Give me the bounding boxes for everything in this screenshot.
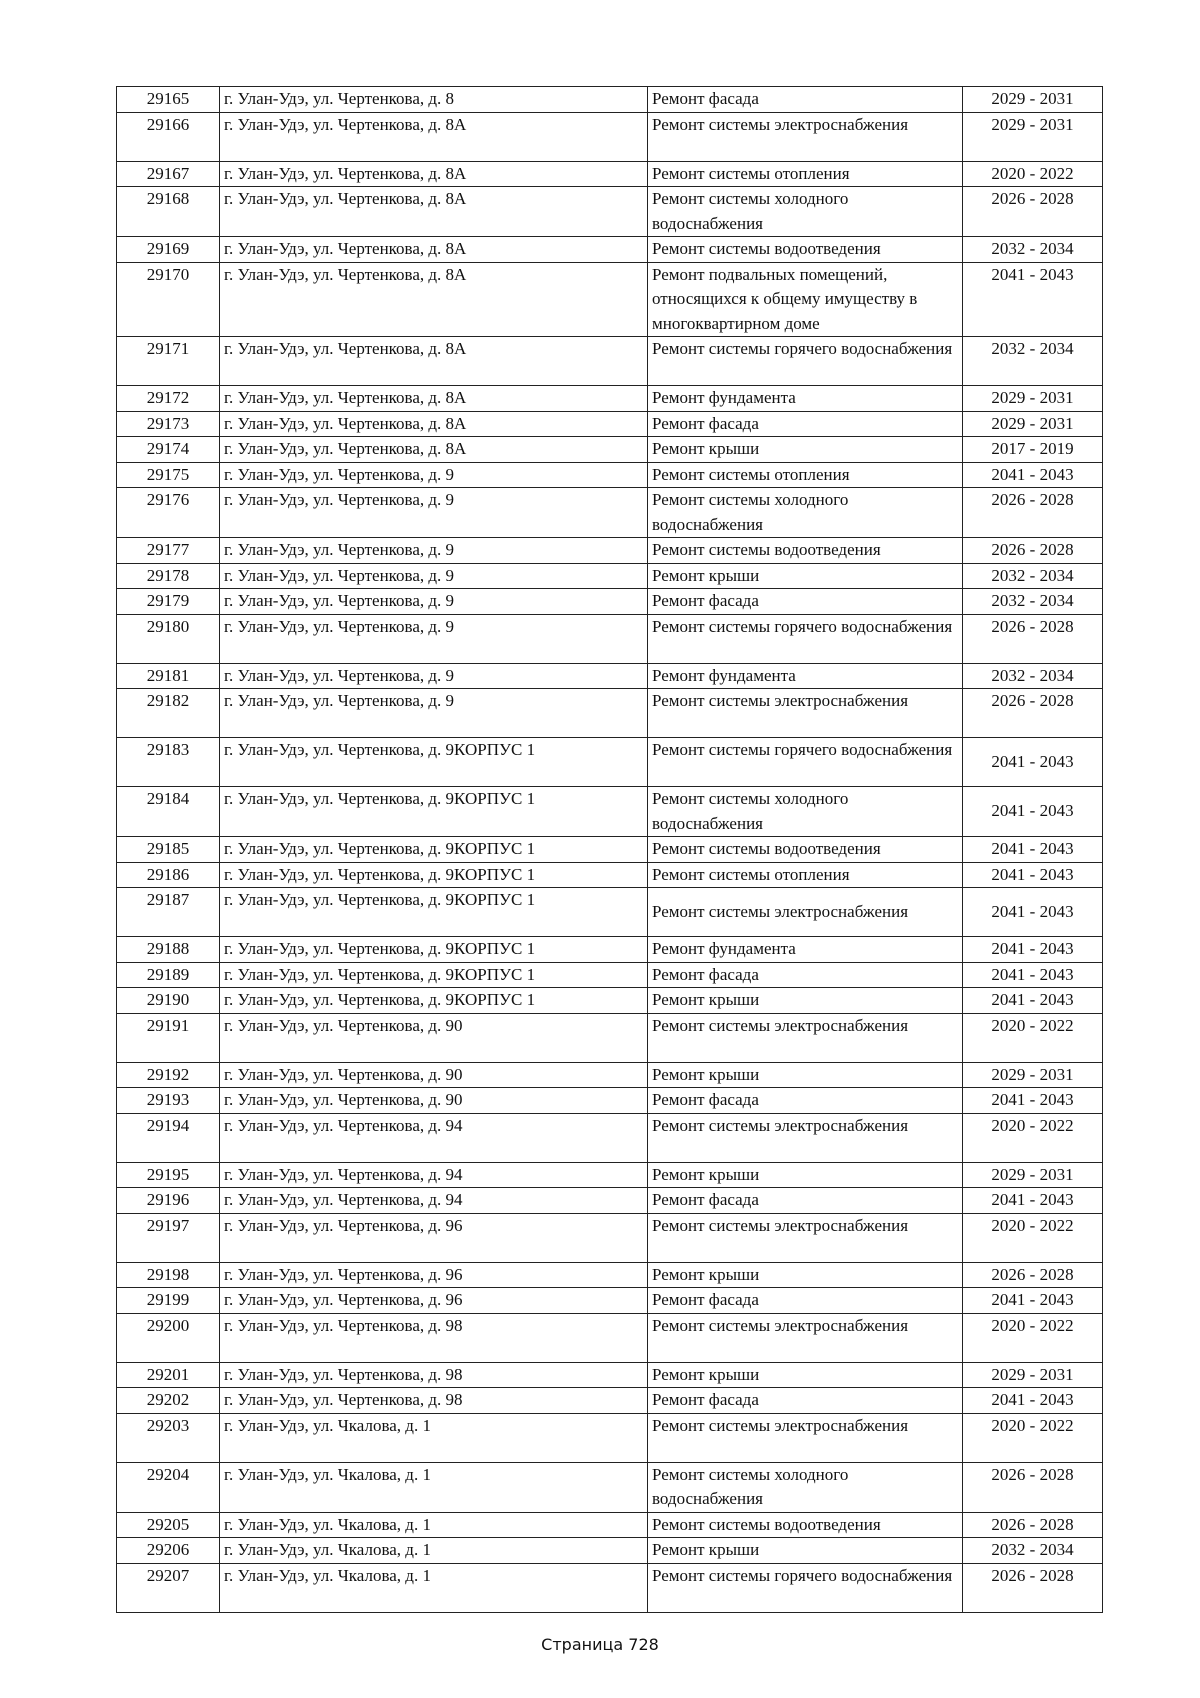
period-cell: 2029 - 2031 [963, 386, 1103, 412]
period-cell: 2026 - 2028 [963, 538, 1103, 564]
address-cell: г. Улан-Удэ, ул. Чертенкова, д. 94 [220, 1113, 648, 1162]
address-cell: г. Улан-Удэ, ул. Чертенкова, д. 9 [220, 663, 648, 689]
work-type-cell: Ремонт фасада [648, 962, 963, 988]
table-row [117, 1313, 1103, 1362]
record-id-cell: 29165 [117, 87, 220, 113]
period-cell: 2026 - 2028 [963, 614, 1103, 663]
address-cell: г. Улан-Удэ, ул. Чертенкова, д. 8А [220, 337, 648, 386]
work-type-cell: Ремонт фасада [648, 411, 963, 437]
record-id-cell: 29189 [117, 962, 220, 988]
table-row [117, 689, 1103, 738]
period-cell: 2041 - 2043 [963, 1188, 1103, 1214]
record-id-cell: 29194 [117, 1113, 220, 1162]
work-type-cell: Ремонт фундамента [648, 386, 963, 412]
record-id-cell: 29184 [117, 787, 220, 837]
table-row [117, 437, 1103, 463]
table-row [117, 1113, 1103, 1162]
record-id-cell: 29180 [117, 614, 220, 663]
period-cell: 2017 - 2019 [963, 437, 1103, 463]
table-row [117, 1262, 1103, 1288]
work-type-cell: Ремонт системы электроснабжения [648, 1213, 963, 1262]
record-id-cell: 29190 [117, 988, 220, 1014]
record-id-cell: 29195 [117, 1162, 220, 1188]
record-id-cell: 29185 [117, 837, 220, 863]
record-id-cell: 29202 [117, 1388, 220, 1414]
work-type-cell: Ремонт системы горячего водоснабжения [648, 738, 963, 787]
work-type-cell: Ремонт системы горячего водоснабжения [648, 614, 963, 663]
address-cell: г. Улан-Удэ, ул. Чертенкова, д. 8А [220, 262, 648, 337]
record-id-cell: 29201 [117, 1362, 220, 1388]
work-type-cell: Ремонт системы водоотведения [648, 237, 963, 263]
table-row [117, 988, 1103, 1014]
page-number: Страница 728 [541, 1635, 659, 1654]
address-cell: г. Улан-Удэ, ул. Чертенкова, д. 9КОРПУС 1 [220, 738, 648, 787]
record-id-cell: 29169 [117, 237, 220, 263]
table-row [117, 862, 1103, 888]
table-row [117, 187, 1103, 237]
table-body [117, 87, 1103, 1613]
work-type-cell: Ремонт крыши [648, 1162, 963, 1188]
address-cell: г. Улан-Удэ, ул. Чертенкова, д. 90 [220, 1013, 648, 1062]
table-row [117, 1512, 1103, 1538]
period-cell: 2041 - 2043 [963, 1288, 1103, 1314]
work-type-cell: Ремонт системы холодного водоснабжения [648, 1462, 963, 1512]
record-id-cell: 29179 [117, 589, 220, 615]
period-cell: 2041 - 2043 [963, 738, 1103, 787]
work-type-cell: Ремонт системы водоотведения [648, 837, 963, 863]
work-type-cell: Ремонт системы электроснабжения [648, 1113, 963, 1162]
period-cell: 2020 - 2022 [963, 1313, 1103, 1362]
table-row [117, 1162, 1103, 1188]
record-id-cell: 29196 [117, 1188, 220, 1214]
period-cell: 2029 - 2031 [963, 1062, 1103, 1088]
address-cell: г. Улан-Удэ, ул. Чертенкова, д. 9КОРПУС 1 [220, 787, 648, 837]
work-type-cell: Ремонт системы электроснабжения [648, 1313, 963, 1362]
record-id-cell: 29171 [117, 337, 220, 386]
period-cell: 2026 - 2028 [963, 689, 1103, 738]
work-type-cell: Ремонт системы горячего водоснабжения [648, 1563, 963, 1612]
table-row [117, 87, 1103, 113]
table-row [117, 1213, 1103, 1262]
period-cell: 2041 - 2043 [963, 888, 1103, 937]
record-id-cell: 29198 [117, 1262, 220, 1288]
record-id-cell: 29199 [117, 1288, 220, 1314]
table-row [117, 1013, 1103, 1062]
work-type-cell: Ремонт системы водоотведения [648, 1512, 963, 1538]
period-cell: 2026 - 2028 [963, 1462, 1103, 1512]
period-cell: 2029 - 2031 [963, 112, 1103, 161]
period-cell: 2020 - 2022 [963, 161, 1103, 187]
table-row [117, 337, 1103, 386]
table-row [117, 589, 1103, 615]
record-id-cell: 29175 [117, 462, 220, 488]
period-cell: 2026 - 2028 [963, 187, 1103, 237]
table-row [117, 462, 1103, 488]
record-id-cell: 29182 [117, 689, 220, 738]
work-type-cell: Ремонт фасада [648, 87, 963, 113]
work-type-cell: Ремонт системы электроснабжения [648, 112, 963, 161]
table-row [117, 663, 1103, 689]
table-row [117, 1538, 1103, 1564]
work-type-cell: Ремонт фасада [648, 589, 963, 615]
table-row [117, 1088, 1103, 1114]
table-row [117, 738, 1103, 787]
record-id-cell: 29168 [117, 187, 220, 237]
address-cell: г. Улан-Удэ, ул. Чертенкова, д. 9 [220, 462, 648, 488]
address-cell: г. Улан-Удэ, ул. Чертенкова, д. 94 [220, 1162, 648, 1188]
table-row [117, 563, 1103, 589]
table-row [117, 1288, 1103, 1314]
record-id-cell: 29203 [117, 1413, 220, 1462]
table-row [117, 386, 1103, 412]
record-id-cell: 29206 [117, 1538, 220, 1564]
period-cell: 2032 - 2034 [963, 1538, 1103, 1564]
period-cell: 2041 - 2043 [963, 1388, 1103, 1414]
record-id-cell: 29207 [117, 1563, 220, 1612]
work-type-cell: Ремонт крыши [648, 563, 963, 589]
address-cell: г. Улан-Удэ, ул. Чкалова, д. 1 [220, 1462, 648, 1512]
address-cell: г. Улан-Удэ, ул. Чертенкова, д. 9КОРПУС 1 [220, 962, 648, 988]
record-id-cell: 29177 [117, 538, 220, 564]
record-id-cell: 29170 [117, 262, 220, 337]
table-row [117, 1062, 1103, 1088]
record-id-cell: 29193 [117, 1088, 220, 1114]
record-id-cell: 29173 [117, 411, 220, 437]
work-type-cell: Ремонт крыши [648, 1262, 963, 1288]
period-cell: 2041 - 2043 [963, 462, 1103, 488]
table-row [117, 837, 1103, 863]
record-id-cell: 29187 [117, 888, 220, 937]
work-type-cell: Ремонт фасада [648, 1188, 963, 1214]
address-cell: г. Улан-Удэ, ул. Чкалова, д. 1 [220, 1563, 648, 1612]
period-cell: 2029 - 2031 [963, 1362, 1103, 1388]
work-type-cell: Ремонт крыши [648, 1362, 963, 1388]
address-cell: г. Улан-Удэ, ул. Чертенкова, д. 9 [220, 538, 648, 564]
address-cell: г. Улан-Удэ, ул. Чертенкова, д. 9 [220, 563, 648, 589]
address-cell: г. Улан-Удэ, ул. Чкалова, д. 1 [220, 1512, 648, 1538]
record-id-cell: 29200 [117, 1313, 220, 1362]
period-cell: 2032 - 2034 [963, 563, 1103, 589]
record-id-cell: 29181 [117, 663, 220, 689]
period-cell: 2041 - 2043 [963, 1088, 1103, 1114]
address-cell: г. Улан-Удэ, ул. Чертенкова, д. 9 [220, 589, 648, 615]
record-id-cell: 29174 [117, 437, 220, 463]
work-type-cell: Ремонт фасада [648, 1088, 963, 1114]
record-id-cell: 29205 [117, 1512, 220, 1538]
period-cell: 2041 - 2043 [963, 787, 1103, 837]
table-row [117, 488, 1103, 538]
work-type-cell: Ремонт системы отопления [648, 462, 963, 488]
address-cell: г. Улан-Удэ, ул. Чертенкова, д. 98 [220, 1388, 648, 1414]
period-cell: 2020 - 2022 [963, 1413, 1103, 1462]
table-row [117, 888, 1103, 937]
period-cell: 2020 - 2022 [963, 1013, 1103, 1062]
table-row [117, 161, 1103, 187]
work-type-cell: Ремонт подвальных помещений, относящихся к общему имуществу в многоквартирном доме [648, 262, 963, 337]
address-cell: г. Улан-Удэ, ул. Чертенкова, д. 9 [220, 488, 648, 538]
record-id-cell: 29188 [117, 937, 220, 963]
work-type-cell: Ремонт фундамента [648, 937, 963, 963]
table-row [117, 787, 1103, 837]
address-cell: г. Улан-Удэ, ул. Чертенкова, д. 9КОРПУС 1 [220, 837, 648, 863]
record-id-cell: 29176 [117, 488, 220, 538]
work-type-cell: Ремонт фасада [648, 1388, 963, 1414]
address-cell: г. Улан-Удэ, ул. Чкалова, д. 1 [220, 1413, 648, 1462]
address-cell: г. Улан-Удэ, ул. Чертенкова, д. 8А [220, 437, 648, 463]
address-cell: г. Улан-Удэ, ул. Чертенкова, д. 90 [220, 1062, 648, 1088]
record-id-cell: 29197 [117, 1213, 220, 1262]
address-cell: г. Улан-Удэ, ул. Чертенкова, д. 9КОРПУС 1 [220, 988, 648, 1014]
table-row [117, 1388, 1103, 1414]
record-id-cell: 29186 [117, 862, 220, 888]
address-cell: г. Улан-Удэ, ул. Чертенкова, д. 8А [220, 187, 648, 237]
period-cell: 2041 - 2043 [963, 962, 1103, 988]
period-cell: 2026 - 2028 [963, 1512, 1103, 1538]
address-cell: г. Улан-Удэ, ул. Чертенкова, д. 98 [220, 1313, 648, 1362]
period-cell: 2026 - 2028 [963, 1563, 1103, 1612]
address-cell: г. Улан-Удэ, ул. Чертенкова, д. 8А [220, 386, 648, 412]
address-cell: г. Улан-Удэ, ул. Чертенкова, д. 96 [220, 1262, 648, 1288]
work-type-cell: Ремонт системы электроснабжения [648, 689, 963, 738]
record-id-cell: 29192 [117, 1062, 220, 1088]
work-type-cell: Ремонт системы отопления [648, 862, 963, 888]
record-id-cell: 29172 [117, 386, 220, 412]
work-type-cell: Ремонт крыши [648, 1062, 963, 1088]
period-cell: 2032 - 2034 [963, 237, 1103, 263]
table-row [117, 1563, 1103, 1612]
period-cell: 2041 - 2043 [963, 262, 1103, 337]
record-id-cell: 29191 [117, 1013, 220, 1062]
table-row [117, 1188, 1103, 1214]
address-cell: г. Улан-Удэ, ул. Чертенкова, д. 96 [220, 1288, 648, 1314]
period-cell: 2029 - 2031 [963, 87, 1103, 113]
address-cell: г. Улан-Удэ, ул. Чертенкова, д. 8 [220, 87, 648, 113]
record-id-cell: 29183 [117, 738, 220, 787]
address-cell: г. Улан-Удэ, ул. Чертенкова, д. 9КОРПУС 1 [220, 937, 648, 963]
work-type-cell: Ремонт крыши [648, 437, 963, 463]
table-row [117, 411, 1103, 437]
address-cell: г. Улан-Удэ, ул. Чертенкова, д. 8А [220, 411, 648, 437]
address-cell: г. Улан-Удэ, ул. Чкалова, д. 1 [220, 1538, 648, 1564]
address-cell: г. Улан-Удэ, ул. Чертенкова, д. 9КОРПУС 1 [220, 862, 648, 888]
record-id-cell: 29167 [117, 161, 220, 187]
address-cell: г. Улан-Удэ, ул. Чертенкова, д. 8А [220, 112, 648, 161]
table-row [117, 962, 1103, 988]
record-id-cell: 29204 [117, 1462, 220, 1512]
work-type-cell: Ремонт системы холодного водоснабжения [648, 187, 963, 237]
work-type-cell: Ремонт системы водоотведения [648, 538, 963, 564]
period-cell: 2032 - 2034 [963, 663, 1103, 689]
work-type-cell: Ремонт фасада [648, 1288, 963, 1314]
work-type-cell: Ремонт системы электроснабжения [648, 1413, 963, 1462]
table-row [117, 1362, 1103, 1388]
table-row [117, 614, 1103, 663]
address-cell: г. Улан-Удэ, ул. Чертенкова, д. 98 [220, 1362, 648, 1388]
record-id-cell: 29178 [117, 563, 220, 589]
work-type-cell: Ремонт системы отопления [648, 161, 963, 187]
repair-schedule-table [116, 86, 1103, 1613]
address-cell: г. Улан-Удэ, ул. Чертенкова, д. 90 [220, 1088, 648, 1114]
table-row [117, 262, 1103, 337]
period-cell: 2026 - 2028 [963, 1262, 1103, 1288]
address-cell: г. Улан-Удэ, ул. Чертенкова, д. 9КОРПУС 1 [220, 888, 648, 937]
address-cell: г. Улан-Удэ, ул. Чертенкова, д. 96 [220, 1213, 648, 1262]
period-cell: 2029 - 2031 [963, 1162, 1103, 1188]
record-id-cell: 29166 [117, 112, 220, 161]
work-type-cell: Ремонт системы электроснабжения [648, 1013, 963, 1062]
table-row [117, 538, 1103, 564]
table-row [117, 237, 1103, 263]
address-cell: г. Улан-Удэ, ул. Чертенкова, д. 8А [220, 161, 648, 187]
table-row [117, 1413, 1103, 1462]
table-row [117, 1462, 1103, 1512]
work-type-cell: Ремонт системы электроснабжения [648, 888, 963, 937]
work-type-cell: Ремонт крыши [648, 1538, 963, 1564]
period-cell: 2041 - 2043 [963, 937, 1103, 963]
work-type-cell: Ремонт фундамента [648, 663, 963, 689]
address-cell: г. Улан-Удэ, ул. Чертенкова, д. 9 [220, 614, 648, 663]
period-cell: 2041 - 2043 [963, 837, 1103, 863]
table-row [117, 112, 1103, 161]
work-type-cell: Ремонт системы горячего водоснабжения [648, 337, 963, 386]
period-cell: 2020 - 2022 [963, 1213, 1103, 1262]
period-cell: 2032 - 2034 [963, 589, 1103, 615]
work-type-cell: Ремонт крыши [648, 988, 963, 1014]
period-cell: 2032 - 2034 [963, 337, 1103, 386]
period-cell: 2041 - 2043 [963, 988, 1103, 1014]
work-type-cell: Ремонт системы холодного водоснабжения [648, 787, 963, 837]
table-row [117, 937, 1103, 963]
address-cell: г. Улан-Удэ, ул. Чертенкова, д. 9 [220, 689, 648, 738]
address-cell: г. Улан-Удэ, ул. Чертенкова, д. 94 [220, 1188, 648, 1214]
period-cell: 2020 - 2022 [963, 1113, 1103, 1162]
work-type-cell: Ремонт системы холодного водоснабжения [648, 488, 963, 538]
period-cell: 2041 - 2043 [963, 862, 1103, 888]
period-cell: 2026 - 2028 [963, 488, 1103, 538]
period-cell: 2029 - 2031 [963, 411, 1103, 437]
address-cell: г. Улан-Удэ, ул. Чертенкова, д. 8А [220, 237, 648, 263]
